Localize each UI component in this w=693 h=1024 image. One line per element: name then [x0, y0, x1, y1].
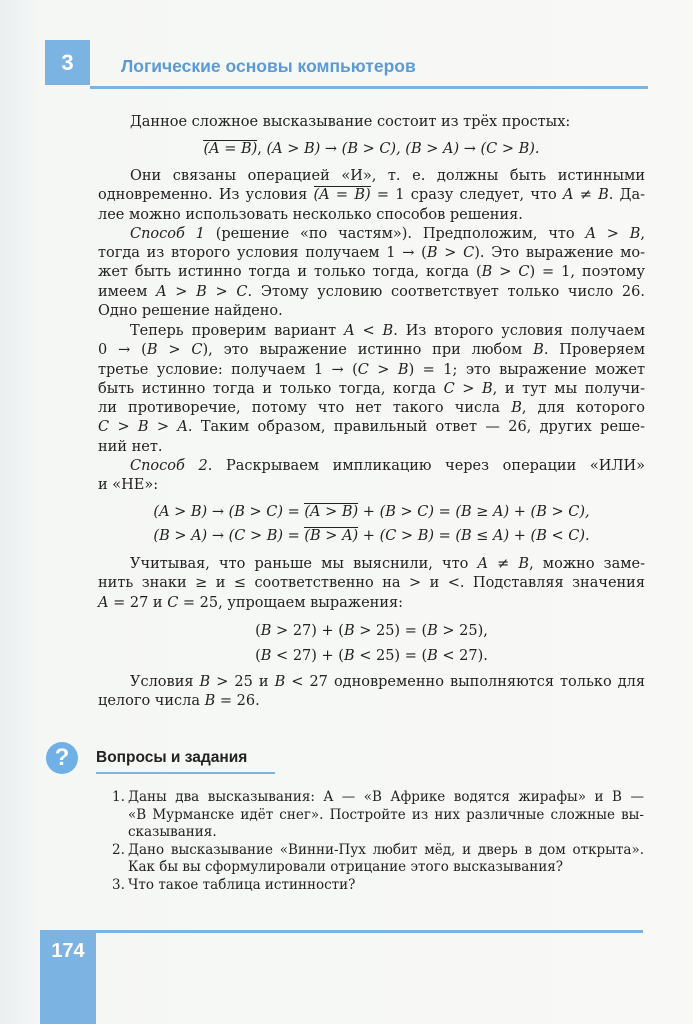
text-run: , — [257, 141, 267, 157]
text-run: + (C > B) = (B ≤ A) + (B < C). — [358, 528, 590, 544]
text-run: . Из второго условия получаем — [393, 323, 645, 339]
text-line — [98, 574, 645, 593]
text-run: одновременно. Из условия — [98, 187, 314, 204]
text-line — [98, 263, 645, 282]
formula-statements — [98, 140, 645, 159]
text-run: C > B — [357, 361, 409, 378]
paragraph-substitution — [98, 555, 645, 613]
text-line — [98, 673, 645, 692]
page-number: 174 — [51, 940, 85, 962]
text-run: Они связаны операцией «И», т. е. должны быть истинными — [130, 168, 645, 184]
text-run: > 25 и — [210, 674, 275, 690]
text-line — [98, 503, 645, 522]
text-run: = 26. — [215, 693, 260, 710]
footer-divider — [95, 930, 643, 933]
text-run: B — [533, 342, 544, 359]
question-text: Дано высказывание «Винни-Пух любит мёд, и дверь в дом открыта». — [128, 841, 644, 858]
text-run: ) = 1, поэтому — [529, 264, 645, 281]
text-run: . Таким образом, правильный ответ — 26, других реше- — [187, 419, 645, 436]
text-line — [98, 322, 645, 341]
text-line — [98, 113, 645, 132]
text-run: B — [199, 674, 211, 690]
question-number: 1. — [112, 789, 125, 805]
text-run: B — [511, 400, 522, 417]
text-run: нить знаки ≥ и ≤ соответственно на > и <. Подставляя значения — [98, 575, 645, 592]
text-run: целого числа — [98, 693, 205, 710]
text-run: B — [204, 693, 216, 710]
text-run: 0 → ( — [98, 342, 147, 359]
text-run: жет быть истинно тогда и только тогда, когда ( — [98, 264, 482, 281]
text-run: = 25, упрощаем выражения: — [178, 594, 404, 611]
text-line — [98, 622, 645, 641]
formula-implication-2 — [98, 527, 645, 546]
text-line — [98, 283, 645, 302]
negated-expression: (A > B) — [304, 504, 359, 520]
text-run: B — [343, 648, 355, 664]
text-run: B — [427, 648, 438, 664]
text-run: ), это выражение истинно при любом — [202, 342, 534, 359]
text-line — [98, 380, 645, 399]
text-line — [98, 476, 645, 495]
negated-expression: (A = B) — [203, 141, 258, 157]
text-run: B > C — [146, 342, 203, 359]
text-run: ний нет. — [98, 438, 163, 455]
text-line — [98, 206, 645, 225]
question-text: Даны два высказывания: A — «В Африке водятся жирафы» и B — — [128, 789, 644, 805]
text-run: Условия — [130, 674, 200, 690]
question-item-line — [112, 807, 644, 825]
question-text: Как бы вы сформулировали отрицание этого высказывания? — [128, 859, 564, 875]
negated-expression: (A = B) — [313, 187, 371, 204]
text-run: лее можно использовать несколько способов решения. — [98, 206, 523, 223]
text-line — [98, 647, 645, 666]
text-run: . Этому условию соответствует только число 26. — [247, 283, 645, 300]
text-line — [98, 140, 645, 159]
text-run: B > C — [481, 264, 530, 281]
text-run: тогда из второго условия получаем 1 → ( — [98, 245, 427, 262]
text-run: , можно заме- — [529, 556, 645, 572]
question-number: 2. — [112, 841, 125, 858]
text-run: < 27 одновременно выполняются только для — [285, 674, 645, 690]
text-line — [98, 399, 645, 418]
text-run: A — [98, 594, 109, 611]
text-run: ). Это выражение мо- — [474, 245, 645, 262]
text-run: > 25), — [437, 623, 488, 639]
text-line — [98, 361, 645, 380]
text-line — [98, 438, 645, 457]
paragraph-check-variant — [98, 322, 645, 457]
text-line — [98, 555, 645, 574]
text-run: A ≠ B — [477, 556, 530, 572]
chapter-title: Логические основы компьютеров — [121, 56, 416, 76]
text-run: B > C — [426, 245, 475, 262]
text-run: < 27) + ( — [271, 648, 344, 664]
text-run: = 27 и — [108, 594, 168, 611]
questions-list — [112, 789, 644, 894]
formula-simplified-1 — [98, 622, 645, 641]
text-run: + (B > C) = (B ≥ A) + (B > C), — [358, 504, 590, 520]
text-line — [98, 594, 645, 613]
text-run: , для которого — [521, 400, 645, 417]
text-run: A > B — [585, 225, 641, 242]
text-run: , — [640, 225, 645, 242]
text-run: > 25) = ( — [354, 623, 428, 639]
text-run: . Раскрываем импликацию через операции «ИЛИ» — [207, 458, 645, 474]
text-run: A > B > C — [156, 283, 248, 300]
question-number: 3. — [112, 876, 125, 893]
question-item-line — [112, 789, 644, 807]
text-line — [98, 527, 645, 546]
text-run: = 1 сразу следует, что — [370, 187, 563, 204]
text-run: имеем — [98, 283, 157, 300]
text-run: . Да- — [608, 187, 645, 204]
text-line — [98, 167, 645, 186]
text-run: Способ 1 — [130, 225, 205, 242]
text-run: ) = 1; это выражение может — [408, 361, 645, 378]
paragraph-method-2 — [98, 457, 645, 496]
text-run: B — [343, 623, 355, 639]
text-run: , и тут мы получи- — [492, 380, 645, 397]
question-text: Что такое таблица истинности? — [128, 876, 356, 893]
formula-implication-1 — [98, 503, 645, 522]
text-run: B — [274, 674, 286, 690]
question-text: «В Мурманске идёт снег». Постройте из них различные сложные вы- — [128, 806, 644, 823]
text-run: A ≠ B — [562, 187, 609, 204]
questions-heading: Вопросы и задания — [96, 749, 248, 766]
text-line — [98, 692, 645, 711]
text-run: . Проверяем — [543, 342, 646, 359]
text-run: C — [167, 594, 179, 611]
text-run: (A > B) → (B > C) = — [153, 504, 305, 520]
text-run: ( — [255, 648, 261, 664]
text-run: быть истинно тогда и только тогда, когда — [98, 380, 444, 397]
paragraph-method-1 — [98, 167, 645, 321]
paragraph-conclusion — [98, 673, 645, 712]
text-line — [98, 302, 645, 321]
text-run: C > B — [443, 380, 493, 397]
text-line — [98, 244, 645, 263]
question-item-line — [112, 842, 644, 860]
text-run: > 27) + ( — [271, 623, 344, 639]
question-icon: ? — [46, 742, 78, 774]
text-run: B — [427, 623, 438, 639]
questions-underline — [96, 772, 275, 774]
text-run: < 25) = ( — [354, 648, 428, 664]
text-run: ( — [255, 623, 261, 639]
text-run: Теперь проверим вариант — [130, 323, 345, 339]
negated-expression: (B > A) — [304, 528, 359, 544]
text-run: Одно решение найдено. — [98, 303, 283, 320]
text-run: < 27). — [437, 648, 488, 664]
text-run: Способ 2 — [130, 458, 208, 474]
text-line — [98, 186, 645, 205]
text-line — [98, 341, 645, 360]
text-run: (A > B) → (B > C), (B > A) → (C > B). — [266, 141, 540, 157]
text-line — [98, 457, 645, 476]
question-item-line — [112, 859, 644, 877]
question-item-line — [112, 824, 644, 842]
text-run: Данное сложное высказывание состоит из трёх простых: — [130, 114, 571, 130]
text-run: Учитывая, что раньше мы выяснили, что — [130, 556, 478, 572]
text-run: (решение «по частям»). Предположим, что — [204, 225, 586, 242]
text-line — [98, 225, 645, 244]
text-run: ли противоречие, потому что нет такого числа — [98, 400, 512, 417]
text-run: C > B > A — [98, 419, 188, 436]
text-run: B — [260, 648, 272, 664]
text-run: A < B — [344, 323, 394, 339]
text-run: (B > A) → (C > B) = — [153, 528, 305, 544]
question-text: сказывания. — [128, 824, 217, 840]
text-run: третье условие: получаем 1 → ( — [98, 361, 358, 378]
chapter-number-badge: 3 — [45, 40, 90, 85]
formula-simplified-2 — [98, 647, 645, 666]
text-run: B — [260, 623, 272, 639]
question-item-line — [112, 877, 644, 895]
paragraph-intro — [98, 113, 645, 132]
header-divider — [90, 86, 648, 89]
text-run: и «НЕ»: — [98, 477, 159, 494]
text-line — [98, 418, 645, 437]
